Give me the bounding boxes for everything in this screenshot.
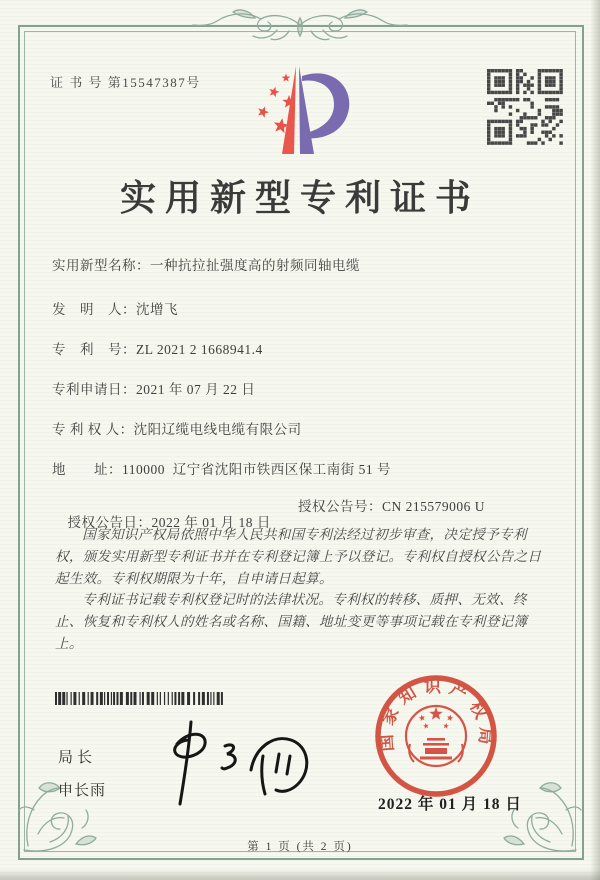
legal-paragraph-2: 专利证书记载专利权登记时的法律状况。专利权的转移、质押、无效、终止、恢复和专利权人的姓名或名称、国籍、地址变更等事项记载在专利登记簿上。 (55, 592, 528, 651)
field-patentee (52, 418, 302, 438)
field-label: 授权公告日： (67, 515, 152, 530)
field-label: 实用新型名称： (52, 258, 150, 273)
field-label: 发 明 人： (52, 302, 136, 317)
field-value: ZL 2021 2 1668941.4 (136, 342, 263, 357)
legal-body-text (55, 524, 549, 655)
field-value: 2021 年 07 月 22 日 (136, 382, 256, 397)
scan-edge-shadow-bottom (0, 869, 600, 880)
scan-edge-shadow-right (590, 0, 600, 880)
field-utility-model-name (52, 254, 360, 274)
director-signature-icon (155, 712, 320, 812)
qr-code-icon (487, 69, 563, 145)
certificate-number: 证 书 号 第15547387号 (50, 75, 201, 90)
field-filing-date (52, 378, 255, 398)
field-value: 110000 辽宁省沈阳市铁西区保工南街 51 号 (122, 462, 391, 477)
signer-name: 申长雨 (58, 782, 107, 799)
seal-text: 国家知识产权局 (376, 676, 496, 753)
top-flourish-ornament (185, 6, 415, 50)
certificate-title: 实用新型专利证书 (119, 178, 480, 218)
field-label: 授权公告号： (298, 499, 382, 514)
field-value: 沈阳辽缆电线电缆有限公司 (133, 422, 302, 437)
field-patent-number (52, 338, 263, 358)
field-value: 2022 年 01 月 18 日 (151, 515, 271, 530)
field-label: 专 利 号： (52, 342, 136, 357)
cnipa-logo-icon (236, 60, 364, 168)
field-label: 地 址： (52, 462, 122, 477)
legal-paragraph-1: 国家知识产权局依照中华人民共和国专利法经过初步审查，决定授予专利权，颁发实用新型专利证书并在专利登记簿上予以登记。专利权自授权公告之日起生效。专利权期限为十年，自申请日起算。 (55, 527, 542, 586)
field-grant-number (298, 495, 485, 515)
field-value: 一种抗拉扯强度高的射频同轴电缆 (150, 258, 360, 273)
seal-date: 2022 年 01 月 18 日 (378, 796, 522, 813)
page-number: 第 1 页 (共 2 页) (247, 841, 353, 853)
field-value: CN 215579006 U (382, 499, 486, 514)
field-label: 专利申请日： (52, 382, 136, 397)
signer-title: 局长 (58, 749, 97, 766)
national-emblem (406, 706, 466, 766)
field-address (52, 458, 391, 478)
official-seal-icon (366, 672, 506, 808)
field-value: 沈增飞 (136, 302, 178, 317)
field-inventor (52, 298, 178, 318)
barcode-icon (55, 692, 227, 706)
field-label: 专 利 权 人： (52, 422, 134, 437)
